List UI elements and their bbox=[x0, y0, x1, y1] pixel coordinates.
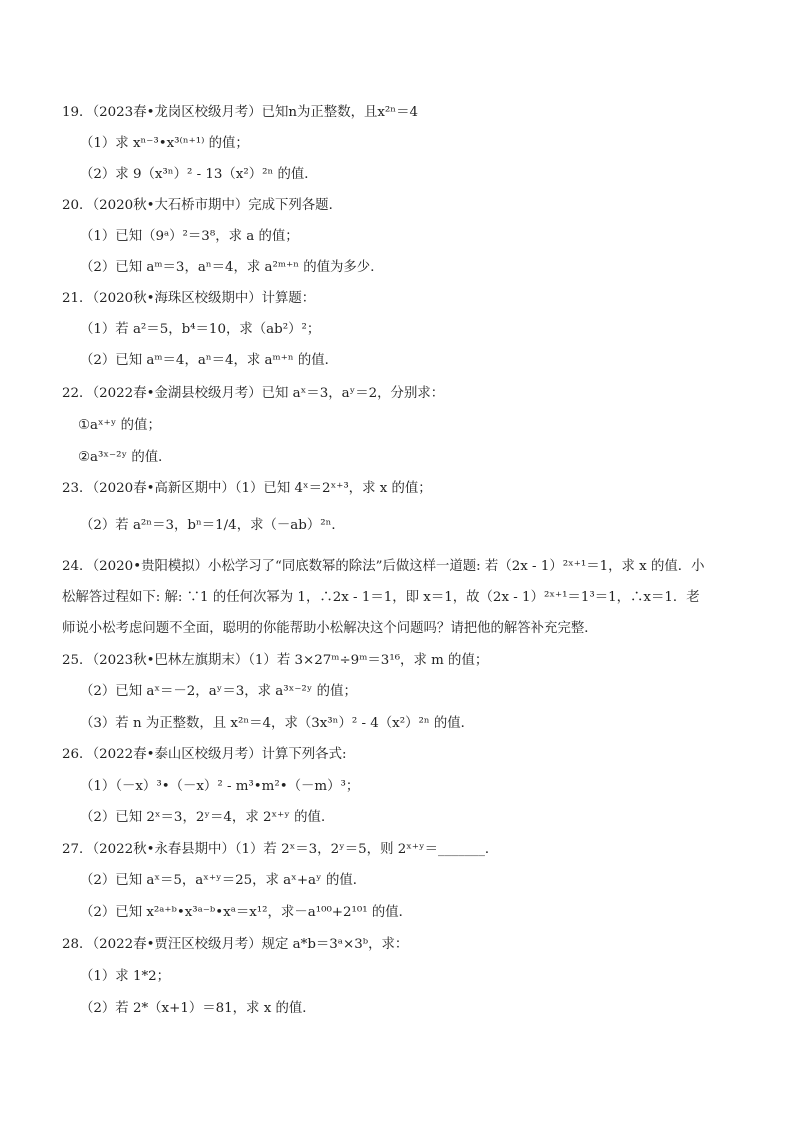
problem-24-line-3: 师说小松考虑问题不全面，聪明的你能帮助小松解决这个问题吗？请把他的解答补充完整． bbox=[62, 621, 598, 636]
problem-21-part-2: （2）已知 aᵐ＝4，aⁿ＝4，求 aᵐ⁺ⁿ 的值． bbox=[80, 353, 339, 368]
problem-24-line-2: 松解答过程如下: 解: ∵1 的任何次幂为 1，∴2x - 1＝1，即 x＝1，故（2x - 1）²ˣ⁺¹＝1³＝1，∴x＝1．老 bbox=[62, 590, 700, 605]
problem-20-part-2: （2）已知 aᵐ＝3，aⁿ＝4，求 a²ᵐ⁺ⁿ 的值为多少． bbox=[80, 260, 384, 275]
problem-27-stem: 27．（2022秋•永春县期中）（1）若 2ˣ＝3，2ʸ＝5，则 2ˣ⁺ʸ＝_______． bbox=[62, 842, 499, 857]
problem-25-stem: 25．（2023秋•巴林左旗期末）（1）若 3×27ᵐ÷9ᵐ＝3¹⁶，求 m 的值； bbox=[62, 653, 489, 668]
problem-28-part-1: （1）求 1*2； bbox=[80, 969, 171, 984]
problem-19-stem: 19．（2023春•龙岗区校级月考）已知n为正整数，且x²ⁿ＝4 bbox=[62, 105, 418, 120]
problem-27-part-2a: （2）已知 aˣ＝5，aˣ⁺ʸ＝25，求 aˣ+aʸ 的值． bbox=[80, 873, 367, 888]
problem-28-stem: 28．（2022春•贾汪区校级月考）规定 a*b＝3ᵃ×3ᵇ，求： bbox=[62, 937, 409, 952]
problem-20-part-1: （1）已知（9ᵃ）²＝3⁸，求 a 的值； bbox=[80, 229, 299, 244]
problem-26-part-1: （1）（－x）³•（－x）² - m³•m²•（－m）³； bbox=[80, 779, 360, 794]
problem-24-line-1: 24．（2020•贵阳模拟）小松学习了“同底数幂的除法”后做这样一道题: 若（2x - 1）²ˣ⁺¹＝1，求 x 的值．小 bbox=[62, 559, 705, 574]
problem-23-part-2: （2）若 a²ⁿ＝3，bⁿ＝1/4，求（－ab）²ⁿ． bbox=[80, 518, 345, 533]
problem-21-stem: 21．（2020秋•海珠区校级期中）计算题： bbox=[62, 291, 316, 306]
problem-27-part-2b: （2）已知 x²ᵃ⁺ᵇ•x³ᵃ⁻ᵇ•xᵃ＝x¹²，求－a¹⁰⁰+2¹⁰¹ 的值． bbox=[80, 905, 413, 920]
problem-22-item-2: ②a³ˣ⁻²ʸ 的值． bbox=[78, 450, 172, 465]
problem-23-stem: 23．（2020春•高新区期中）（1）已知 4ˣ＝2ˣ⁺³，求 x 的值； bbox=[62, 481, 432, 496]
problem-25-part-2: （2）已知 aˣ＝－2，aʸ＝3，求 a³ˣ⁻²ʸ 的值； bbox=[80, 684, 357, 699]
problem-22-stem: 22．（2022春•金湖县校级月考）已知 aˣ＝3，aʸ＝2，分别求： bbox=[62, 386, 445, 401]
problem-26-part-2: （2）已知 2ˣ＝3，2ʸ＝4，求 2ˣ⁺ʸ 的值． bbox=[80, 810, 335, 825]
problem-22-item-1: ①aˣ⁺ʸ 的值； bbox=[78, 418, 161, 433]
problem-19-part-2: （2）求 9（x³ⁿ）² - 13（x²）²ⁿ 的值． bbox=[80, 167, 318, 182]
problem-20-stem: 20．（2020秋•大石桥市期中）完成下列各题． bbox=[62, 198, 342, 213]
problem-21-part-1: （1）若 a²＝5，b⁴＝10，求（ab²）²； bbox=[80, 322, 321, 337]
problem-26-stem: 26．（2022春•泰山区校级月考）计算下列各式: bbox=[62, 747, 347, 762]
problem-19-part-1: （1）求 xⁿ⁻³•x³⁽ⁿ⁺¹⁾ 的值； bbox=[80, 136, 249, 151]
problem-25-part-3: （3）若 n 为正整数，且 x²ⁿ＝4，求（3x³ⁿ）² - 4（x²）²ⁿ 的值． bbox=[80, 716, 475, 731]
problem-28-part-2: （2）若 2*（x+1）＝81，求 x 的值． bbox=[80, 1001, 316, 1016]
